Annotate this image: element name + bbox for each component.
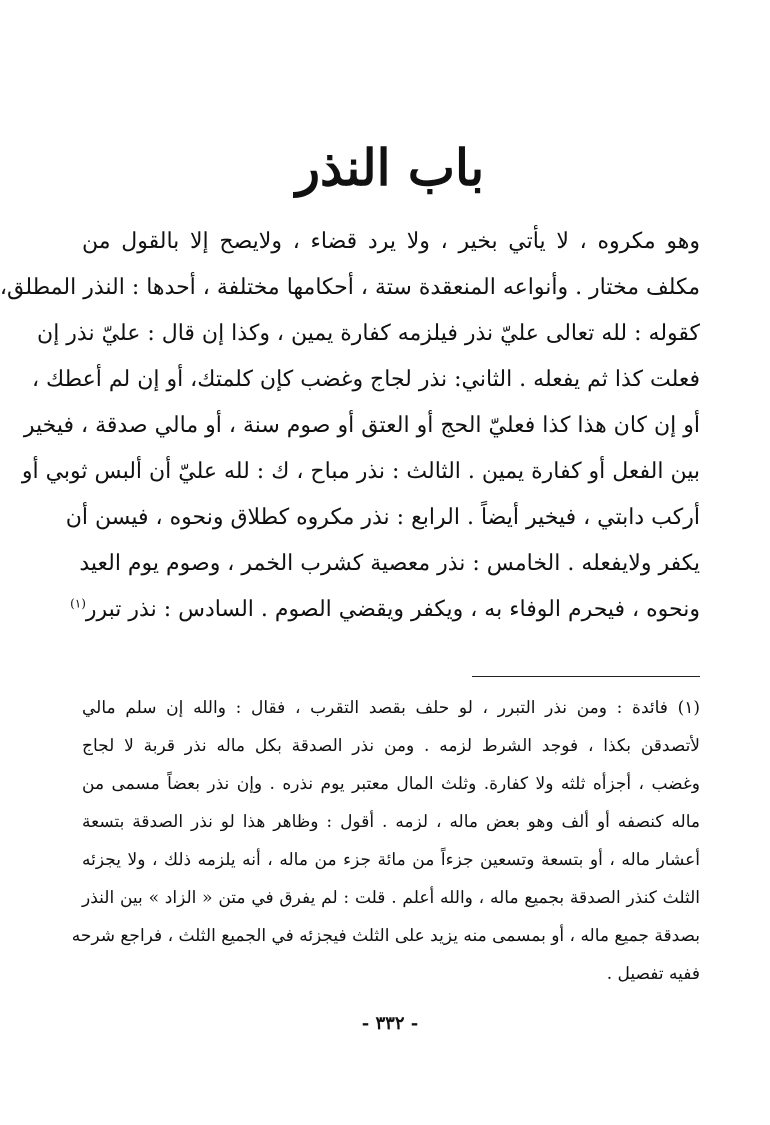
main-line: أو إن كان هذا كذا فعليّ الحج أو العتق أو صوم سنة ، أو مالي صدقة ، فيخير [23,413,700,438]
main-line: أركب دابتي ، فيخير أيضاً . الرابع : نذر مكروه كطلاق ونحوه ، فيسن أن [65,505,700,530]
footnote-line: بصدقة جميع ماله ، أو بمسمى منه يزيد على الثلث فيجزئه في الجميع الثلث ، فراجع شرحه [71,926,700,946]
footnote-line: ماله كنصفه أو ألف وهو بعض ماله ، لزمه . أقول : وظاهر هذا لو نذر الصدقة بتسعة [82,812,700,832]
footnote-line: ففيه تفصيل . [606,964,700,984]
footnote-line: الثلث كنذر الصدقة بجميع ماله ، والله أعلم . قلت : لم يفرق في متن « الزاد » بين النذر [82,888,700,908]
main-line: يكفر ولايفعله . الخامس : نذر معصية كشرب الخمر ، وصوم يوم العيد [79,551,700,576]
main-line: وهو مكروه ، لا يأتي بخير ، ولا يرد قضاء ، ولايصح إلا بالقول من [82,229,700,254]
main-line: كقوله : لله تعالى عليّ نذر فيلزمه كفارة يمين ، وكذا إن قال : عليّ نذر إن [37,321,700,346]
main-line: بين الفعل أو كفارة يمين . الثالث : نذر مباح ، ك : لله عليّ أن ألبس ثوبي أو [21,459,700,484]
footnote-line: لأتصدقن بكذا ، فوجد الشرط لزمه . ومن نذر الصدقة بكل ماله نذر قربة لا لجاج [82,736,700,756]
main-line-last [70,587,700,633]
footnote [71,689,700,993]
footnote-line: وغضب ، أجزأه ثلثه ولا كفارة. وثلث المال معتبر يوم نذره . وإن نذر بعضاً مسمى من [82,774,700,794]
footnote-line: أعشار ماله ، أو بتسعة وتسعين جزءاً من مائة جزء من ماله ، أنه يلزمه ذلك ، ولا يجزئه [82,850,700,870]
footnote-line: (١) فائدة : ومن نذر التبرر ، لو حلف بقصد التقرب ، فقال : والله إن سلم مالي [82,698,700,718]
main-line: ونحوه ، فيحرم الوفاء به ، ويكفر ويقضي الصوم . السادس : نذر تبرر [85,597,700,622]
chapter-title: باب النذر [295,138,485,197]
footnote-divider [472,676,700,677]
footnote-reference[interactable]: (١) [70,596,86,611]
main-text [0,219,700,633]
main-line: فعلت كذا ثم يفعله . الثاني: نذر لجاج وغضب كإن كلمتك، أو إن لم أعطك ، [31,367,700,392]
main-line: مكلف مختار . وأنواعه المنعقدة ستة ، أحكامها مختلفة ، أحدها : النذر المطلق، [0,275,700,300]
page-number: - ٣٣٢ - [361,1013,419,1034]
